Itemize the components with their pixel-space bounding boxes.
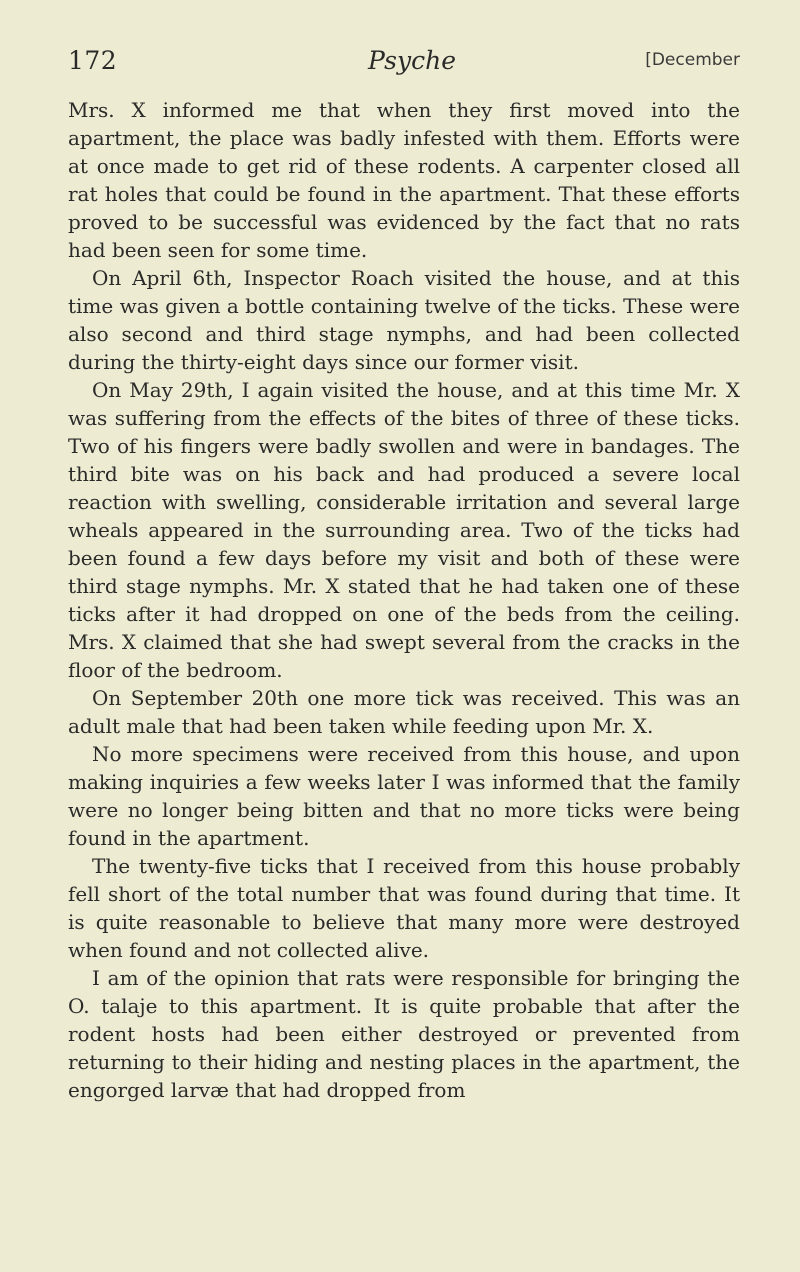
paragraph: I am of the opinion that rats were responsible for bringing the O. talaje to this apartment. It is quite probable that after the rodent hosts had been either destroyed or prevented from returning to their hiding and nesting places in the apartment, the engorged larvæ that had dropped from bbox=[68, 966, 740, 1102]
paragraph: On April 6th, Inspector Roach visited the house, and at this time was given a bottle containing twelve of the ticks. These were also second and third stage nymphs, and had been collected during the thirty-eight days since our former visit. bbox=[68, 266, 740, 374]
paragraph: The twenty-five ticks that I received from this house probably fell short of the total number that was found during that time. It is quite reasonable to believe that many more were destroyed when found and not collected alive. bbox=[68, 854, 740, 962]
paragraph: Mrs. X informed me that when they first moved into the apartment, the place was badly infested with them. Efforts were at once made to get rid of these rodents. A carpenter closed all rat holes that could be found in the apartment. That these efforts proved to be successful was evidenced by the fact that no rats had been seen for some time. bbox=[68, 98, 740, 262]
running-section: [December bbox=[645, 50, 740, 70]
page-header bbox=[68, 46, 740, 86]
paragraph: On September 20th one more tick was received. This was an adult male that had been taken while feeding upon Mr. X. bbox=[68, 686, 740, 738]
paragraph: On May 29th, I again visited the house, and at this time Mr. X was suffering from the effects of the bites of three of these ticks. Two of his fingers were badly swollen and were in bandages. The third bite was on his back and had produced a severe local reaction with swelling, considerable irritation and several large wheals appeared in the surrounding area. Two of the ticks had been found a few days before my visit and both of these were third stage nymphs. Mr. X stated that he had taken one of these ticks after it had dropped on one of the beds from the ceiling. Mrs. X claimed that she had swept several from the cracks in the floor of the bedroom. bbox=[68, 378, 740, 682]
running-title: Psyche bbox=[368, 46, 457, 75]
body-text bbox=[68, 96, 740, 1104]
page-number: 172 bbox=[68, 46, 118, 75]
paragraph: No more specimens were received from this house, and upon making inquiries a few weeks later I was informed that the family were no longer being bitten and that no more ticks were being found in the apartment. bbox=[68, 742, 740, 850]
